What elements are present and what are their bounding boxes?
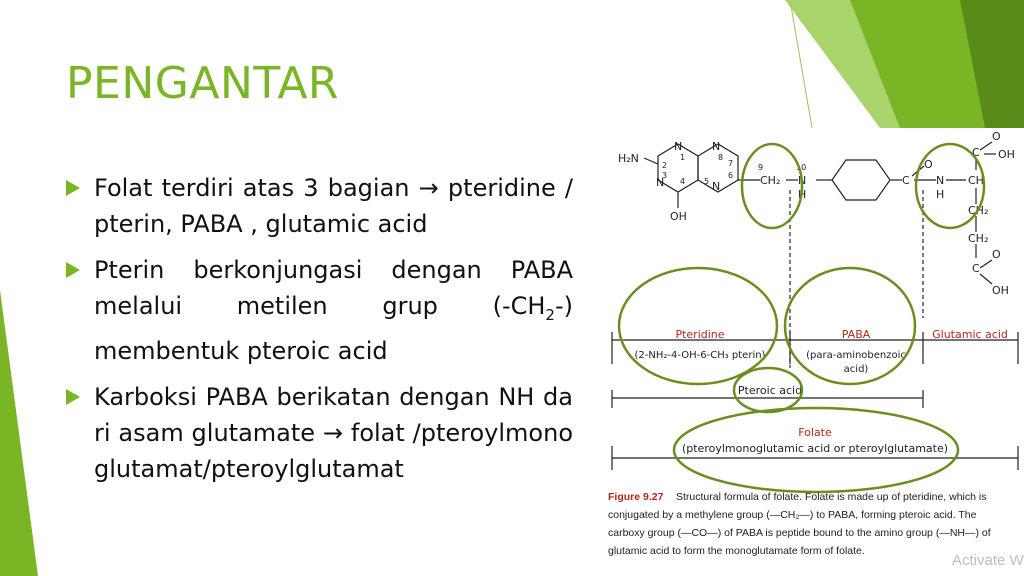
paba-desc-2: acid) xyxy=(843,364,869,375)
bullet-text: Karboksi PABA berikatan dengan NH dari asam glutamate → folat /pteroylmonoglutamat/pteroylglutamat xyxy=(94,382,573,483)
caption-line: glutamic acid to form the monoglutamate form of folate. xyxy=(608,545,865,557)
svg-text:3: 3 xyxy=(662,171,668,180)
ch-alpha-label: CH xyxy=(968,174,984,187)
svg-text:7: 7 xyxy=(728,159,734,168)
caption-figure-label: Figure 9.27 xyxy=(608,491,664,503)
pteroic-label: Pteroic acid xyxy=(737,384,803,397)
carbonyl-o-label: O xyxy=(924,158,933,171)
bottom-left-triangle xyxy=(0,290,38,576)
bullet-item xyxy=(66,170,573,242)
o-bottom-label: O xyxy=(992,248,1001,261)
pteridine-desc: (2-NH₂-4-OH-6-CH₃ pterin) xyxy=(634,350,766,361)
svg-text:10: 10 xyxy=(796,163,807,172)
caption-line: carboxy group (—CO—) of PABA is peptide bound to the amino group (—NH—) of xyxy=(608,527,991,539)
glutamic-label: Glutamic acid xyxy=(932,328,1008,341)
caption-line: Structural formula of folate. Folate is made up of pteridine, which is xyxy=(676,491,987,503)
n-atom: N xyxy=(712,140,721,153)
svg-text:6: 6 xyxy=(728,171,734,180)
paba-desc-1: (para-aminobenzoic xyxy=(806,350,906,361)
c-top-label: C xyxy=(972,146,980,159)
ch2-label: CH₂ xyxy=(968,232,989,245)
slide-title: PENGANTAR xyxy=(66,58,339,109)
svg-text:4: 4 xyxy=(680,177,686,186)
n-atom: N xyxy=(674,140,683,153)
folate-label: Folate xyxy=(798,426,832,439)
bullet-text: Pterin berkonjungasi dengan PABA melalui metilen grup $(-CH_2-)$ membentuk pteroic acid xyxy=(94,256,573,365)
carbonyl-c-label: C xyxy=(902,174,910,187)
folate-desc: (pteroylmonoglutamic acid or pteroylglutamate) xyxy=(681,442,949,455)
activate-watermark: Activate W xyxy=(952,552,1024,569)
folate-figure xyxy=(600,128,1024,576)
bullet-item xyxy=(66,252,573,369)
ch2-label: CH₂ xyxy=(968,204,989,217)
o-top-label: O xyxy=(992,130,1001,143)
oh-top-label: OH xyxy=(998,148,1015,161)
ch2-link-label: CH₂ xyxy=(760,174,781,187)
nh-h-label: H xyxy=(798,188,807,201)
highlight-ellipse xyxy=(619,268,777,384)
svg-text:5: 5 xyxy=(704,177,710,186)
triangle-bullet-icon xyxy=(66,180,80,196)
amide-h-label: H xyxy=(936,188,945,201)
triangle-bullet-icon xyxy=(66,389,80,405)
oh-label: OH xyxy=(670,210,687,223)
n-atom: N xyxy=(712,180,721,193)
n-atom: N xyxy=(656,176,665,189)
svg-text:1: 1 xyxy=(680,153,686,162)
c-bottom-label: C xyxy=(972,262,980,275)
folate-diagram xyxy=(600,128,1024,576)
svg-text:8: 8 xyxy=(718,153,724,162)
bullet-text: Folat terdiri atas 3 bagian → pteridine / pterin, PABA , glutamic acid xyxy=(94,174,573,238)
svg-text:9: 9 xyxy=(758,163,764,172)
caption-line: conjugated by a methylene group (—CH₂—) to PABA, forming pteroic acid. The xyxy=(608,509,977,521)
nh-n-label: N xyxy=(798,174,807,187)
h2n-label: H₂N xyxy=(618,152,639,165)
paba-label: PABA xyxy=(841,328,871,341)
amide-n-label: N xyxy=(936,174,945,187)
pteridine-label: Pteridine xyxy=(675,328,725,341)
bullet-list xyxy=(66,170,573,497)
triangle-bullet-icon xyxy=(66,262,80,278)
bullet-item xyxy=(66,379,573,487)
oh-bottom-label: OH xyxy=(992,284,1009,297)
svg-text:2: 2 xyxy=(662,161,668,170)
